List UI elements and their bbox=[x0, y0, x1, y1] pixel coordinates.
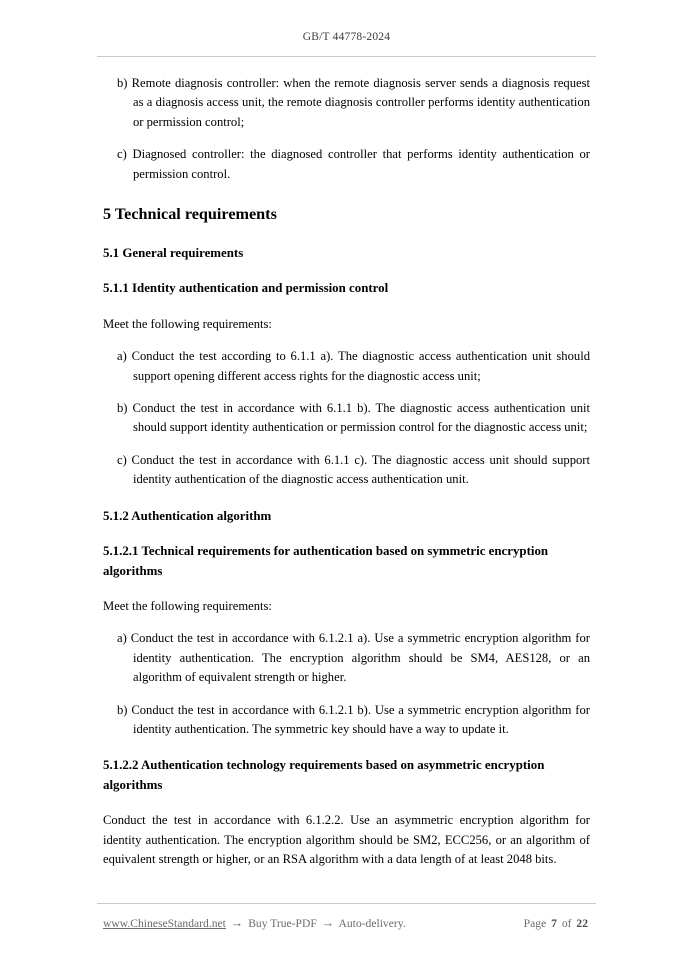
meet-requirements-paragraph-2: Meet the following requirements: bbox=[103, 598, 272, 613]
clause-5-1-2-1-list bbox=[103, 629, 590, 739]
intro-list bbox=[103, 74, 590, 184]
clause-5-1-heading: 5.1 General requirements bbox=[103, 246, 244, 261]
right-arrow-icon: → bbox=[321, 916, 335, 930]
page-footer bbox=[103, 916, 590, 931]
list-item bbox=[103, 701, 590, 740]
promo-text-2: Auto-delivery. bbox=[338, 917, 406, 930]
list-marker: a) bbox=[117, 349, 127, 364]
list-item bbox=[103, 74, 590, 132]
list-item-text: Conduct the test in accordance with 6.1.2.1 b). Use a symmetric encryption algorithm for identity authentication. The symmetric key should have a way to update it. bbox=[131, 702, 590, 736]
clause-5-heading: 5 Technical requirements bbox=[103, 205, 277, 224]
clause-5-1-2-1-heading: 5.1.2.1 Technical requirements for authentication based on symmetric encryption algorithms bbox=[103, 544, 549, 578]
list-marker: b) bbox=[117, 401, 128, 416]
standard-number: GB/T 44778-2024 bbox=[302, 31, 391, 43]
page-label: Page bbox=[523, 917, 547, 930]
promo-text-1: Buy True-PDF bbox=[248, 917, 317, 930]
meet-requirements-paragraph-1: Meet the following requirements: bbox=[103, 316, 272, 331]
current-page-number: 7 bbox=[551, 917, 557, 930]
list-item bbox=[103, 399, 590, 438]
list-item bbox=[103, 451, 590, 490]
of-label: of bbox=[561, 917, 572, 930]
document-content bbox=[103, 74, 590, 882]
clause-5-1-2-2-paragraph: Conduct the test in accordance with 6.1.2.2. Use an asymmetric encryption algorithm for identity authentication. The encryption algorithm should be SM2, ECC256, or an algorithm of equivalent strength or higher, or an RSA algorithm with a data length of at least 2048 bits. bbox=[103, 813, 590, 866]
header-divider bbox=[97, 56, 596, 57]
list-marker: c) bbox=[117, 452, 127, 467]
list-marker: b) bbox=[117, 76, 128, 90]
list-item-text: Conduct the test in accordance with 6.1.1 b). The diagnostic access authentication unit should support identity authentication or permission control for the diagnostic access unit; bbox=[132, 401, 590, 435]
list-item-text: Remote diagnosis controller: when the remote diagnosis server sends a diagnosis request as a diagnosis access unit, the remote diagnosis controller performs identity authentication or permission control; bbox=[131, 76, 590, 129]
footer-promo bbox=[103, 916, 406, 931]
list-marker: c) bbox=[117, 147, 127, 162]
footer-divider bbox=[97, 903, 596, 904]
list-marker: b) bbox=[117, 702, 128, 717]
list-item bbox=[103, 145, 590, 184]
page-header bbox=[103, 31, 590, 43]
clause-5-1-2-2-heading: 5.1.2.2 Authentication technology requirements based on asymmetric encryption algorithms bbox=[103, 758, 545, 792]
list-item bbox=[103, 347, 590, 386]
page-indicator bbox=[524, 917, 590, 930]
total-page-number: 22 bbox=[576, 917, 588, 930]
clause-5-1-1-heading: 5.1.1 Identity authentication and permission control bbox=[103, 281, 389, 296]
clause-5-1-1-list bbox=[103, 347, 590, 489]
list-item-text: Conduct the test in accordance with 6.1.1 c). The diagnostic access unit should support identity authentication of the diagnostic access authentication unit. bbox=[131, 452, 590, 487]
list-item bbox=[103, 629, 590, 687]
list-item-text: Conduct the test according to 6.1.1 a). The diagnostic access authentication unit should support opening different access rights for the diagnostic access unit; bbox=[131, 349, 590, 383]
clause-5-1-2-heading: 5.1.2 Authentication algorithm bbox=[103, 508, 272, 523]
site-url-link[interactable]: www.ChineseStandard.net bbox=[103, 917, 226, 930]
list-marker: a) bbox=[117, 631, 127, 646]
list-item-text: Conduct the test in accordance with 6.1.2.1 a). Use a symmetric encryption algorithm for identity authentication. The encryption algorithm should be SM4, AES128, or an algorithm of equivalent strength or higher. bbox=[130, 631, 590, 685]
right-arrow-icon: → bbox=[230, 916, 244, 930]
list-item-text: Diagnosed controller: the diagnosed controller that performs identity authentication or permission control. bbox=[132, 147, 590, 181]
